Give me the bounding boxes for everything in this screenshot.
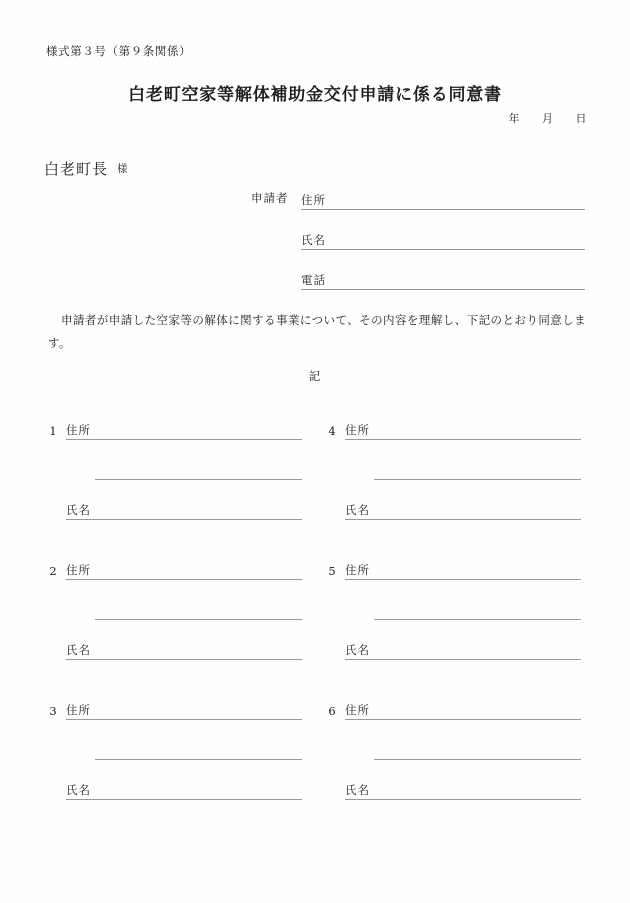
entry-address-continuation-field[interactable]: [374, 600, 581, 620]
entry-name-label: 氏名: [66, 643, 91, 657]
entry-name-label: 氏名: [345, 783, 370, 797]
entry-name-label: 氏名: [345, 503, 370, 517]
entry-name-label: 氏名: [66, 783, 91, 797]
addressee-name: 白老町長: [44, 160, 109, 178]
entry-address-label: 住所: [66, 563, 91, 577]
entry-number: 6: [328, 704, 336, 718]
entry-number: 3: [49, 704, 57, 718]
entry-address-field[interactable]: [66, 420, 302, 440]
applicant-phone-label: 電話: [301, 273, 326, 287]
entry-number: 4: [328, 424, 336, 438]
consent-body-text: 申請者が申請した空家等の解体に関する事業について、その内容を理解し、下記のとおり同意します。: [48, 313, 586, 350]
date-year-label: 年: [508, 112, 520, 125]
entry-name-label: 氏名: [66, 503, 91, 517]
entry-address-label: 住所: [66, 703, 91, 717]
applicant-label: 申請者: [251, 191, 289, 205]
entry-address-label: 住所: [345, 423, 370, 437]
date-month-label: 月: [542, 112, 554, 125]
ki-marker: 記: [308, 369, 322, 383]
entry-name-field[interactable]: [345, 780, 581, 800]
entry-name-field[interactable]: [66, 500, 302, 520]
entry-name-field[interactable]: [66, 780, 302, 800]
entry-address-label: 住所: [345, 563, 370, 577]
entry-address-continuation-field[interactable]: [95, 740, 302, 760]
entry-address-field[interactable]: [345, 700, 581, 720]
entry-address-continuation-field[interactable]: [374, 460, 581, 480]
entry-name-field[interactable]: [345, 500, 581, 520]
applicant-address-label: 住所: [301, 193, 326, 207]
entry-number: 2: [49, 564, 57, 578]
date-line: [509, 110, 588, 126]
applicant-name-label: 氏名: [301, 233, 326, 247]
applicant-phone-field[interactable]: [301, 270, 585, 290]
entry-address-field[interactable]: [345, 420, 581, 440]
entry-address-field[interactable]: [66, 700, 302, 720]
entry-name-field[interactable]: [345, 640, 581, 660]
applicant-address-field[interactable]: [301, 190, 585, 210]
entry-address-continuation-field[interactable]: [374, 740, 581, 760]
entry-address-field[interactable]: [66, 560, 302, 580]
entry-name-label: 氏名: [345, 643, 370, 657]
addressee: [44, 158, 129, 179]
entry-address-continuation-field[interactable]: [95, 600, 302, 620]
entry-number: 5: [328, 564, 336, 578]
addressee-suffix: 様: [117, 163, 129, 175]
entry-name-field[interactable]: [66, 640, 302, 660]
page-title: 白老町空家等解体補助金交付申請に係る同意書: [128, 85, 502, 105]
form-number: 様式第３号（第９条関係）: [46, 44, 192, 58]
applicant-name-field[interactable]: [301, 230, 585, 250]
entry-address-label: 住所: [345, 703, 370, 717]
entry-address-label: 住所: [66, 423, 91, 437]
entry-address-field[interactable]: [345, 560, 581, 580]
date-day-label: 日: [575, 112, 587, 125]
entry-number: 1: [49, 424, 57, 438]
entry-address-continuation-field[interactable]: [95, 460, 302, 480]
